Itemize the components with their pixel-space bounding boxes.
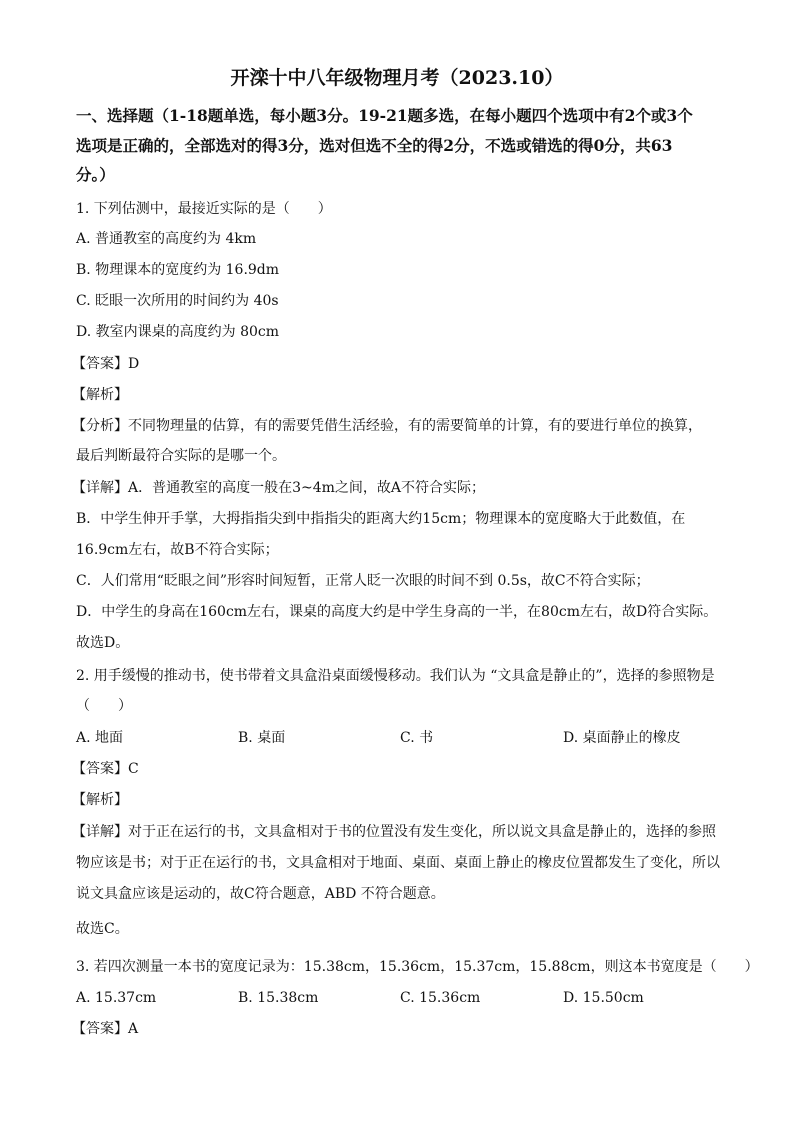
- q1-detail-line-1: [72, 478, 485, 498]
- q2-stem-line-1: 2. 用手缓慢的推动书，使书带着文具盒沿桌面缓慢移动。我们认为 “文具盒是静止的”，选择的参照物是: [76, 668, 715, 684]
- q3-option-c: C. 15.36cm: [400, 990, 481, 1006]
- q3-stem: 3. 若四次测量一本书的宽度记录为：15.38cm，15.36cm，15.37cm，15.88cm，则这本书宽度是（ ）: [76, 959, 759, 975]
- answer-value: A: [128, 1021, 139, 1037]
- q1-option-c: C. 眨眼一次所用的时间约为 40s: [76, 293, 279, 309]
- q1-analysis-tag: 【解析】: [72, 387, 128, 403]
- q3-option-d: D. 15.50cm: [563, 990, 644, 1006]
- q2-answer: [72, 759, 139, 779]
- q1-answer: [72, 354, 139, 374]
- q2-stem-line-2: （ ）: [76, 698, 132, 714]
- q1-detail-line-4: C．人们常用“眨眼之间”形容时间短暂，正常人眨一次眼的时间不到 0.5s，故C不符合实际；: [76, 573, 650, 589]
- answer-tag: 【答案】: [72, 761, 128, 777]
- answer-value: C: [128, 761, 139, 777]
- q2-option-a: A. 地面: [76, 730, 124, 746]
- fenxi-tag: 【分析】: [72, 418, 128, 434]
- q1-fenxi-line-1: [72, 416, 702, 436]
- q1-detail-line-5: D．中学生的身高在160cm左右，课桌的高度大约是中学生身高的一半，在80cm左右，故D符合实际。: [76, 604, 718, 620]
- q3-answer: [72, 1019, 138, 1039]
- section-header-line-1: 一、选择题（1-18题单选，每小题3分。19-21题多选，在每小题四个选项中有2个或3个: [76, 106, 693, 125]
- q3-option-a: A. 15.37cm: [76, 990, 157, 1006]
- q2-option-c: C. 书: [400, 730, 434, 746]
- q1-fenxi-line-2: 最后判断最符合实际的是哪一个。: [76, 448, 286, 464]
- q1-detail-line-3: 16.9cm左右，故B不符合实际；: [76, 542, 279, 558]
- q1-option-a: A. 普通教室的高度约为 4km: [76, 231, 257, 247]
- detail-tag: 【详解】: [72, 824, 128, 840]
- q2-option-b: B. 桌面: [238, 730, 286, 746]
- fenxi-text: 不同物理量的估算，有的需要凭借生活经验，有的需要简单的计算，有的要进行单位的换算，: [128, 418, 702, 434]
- detail-text: 对于正在运行的书，文具盒相对于书的位置没有发生变化，所以说文具盒是静止的，选择的参照: [128, 824, 716, 840]
- q2-detail-line-3: 说文具盒应该是运动的，故C符合题意，ABD 不符合题意。: [76, 886, 445, 902]
- q1-stem: 1. 下列估测中，最接近实际的是（ ）: [76, 201, 332, 217]
- q3-option-b: B. 15.38cm: [238, 990, 319, 1006]
- q2-detail-line-1: [72, 822, 716, 842]
- q2-conclusion: 故选C。: [76, 921, 129, 937]
- answer-value: D: [128, 356, 140, 372]
- answer-tag: 【答案】: [72, 1021, 128, 1037]
- detail-text: A．普通教室的高度一般在3~4m之间，故A不符合实际；: [128, 480, 486, 496]
- section-header-line-3: 分。）: [76, 165, 115, 184]
- answer-tag: 【答案】: [72, 356, 128, 372]
- q1-option-b: B. 物理课本的宽度约为 16.9dm: [76, 262, 280, 278]
- q1-detail-line-2: B．中学生伸开手掌，大拇指指尖到中指指尖的距离大约15cm；物理课本的宽度略大于此数值，在: [76, 511, 686, 527]
- q2-analysis-tag: 【解析】: [72, 792, 128, 808]
- q2-detail-line-2: 物应该是书；对于正在运行的书，文具盒相对于地面、桌面、桌面上静止的橡皮位置都发生了变化，所以: [76, 855, 720, 871]
- q1-option-d: D. 教室内课桌的高度约为 80cm: [76, 324, 280, 340]
- q2-option-d: D. 桌面静止的橡皮: [563, 730, 681, 746]
- section-header-line-2: 选项是正确的，全部选对的得3分，选对但选不全的得2分，不选或错选的得0分，共63: [76, 136, 673, 155]
- page-title: 开滦十中八年级物理月考（2023.10）: [230, 67, 564, 89]
- q1-conclusion: 故选D。: [76, 635, 130, 651]
- detail-tag: 【详解】: [72, 480, 128, 496]
